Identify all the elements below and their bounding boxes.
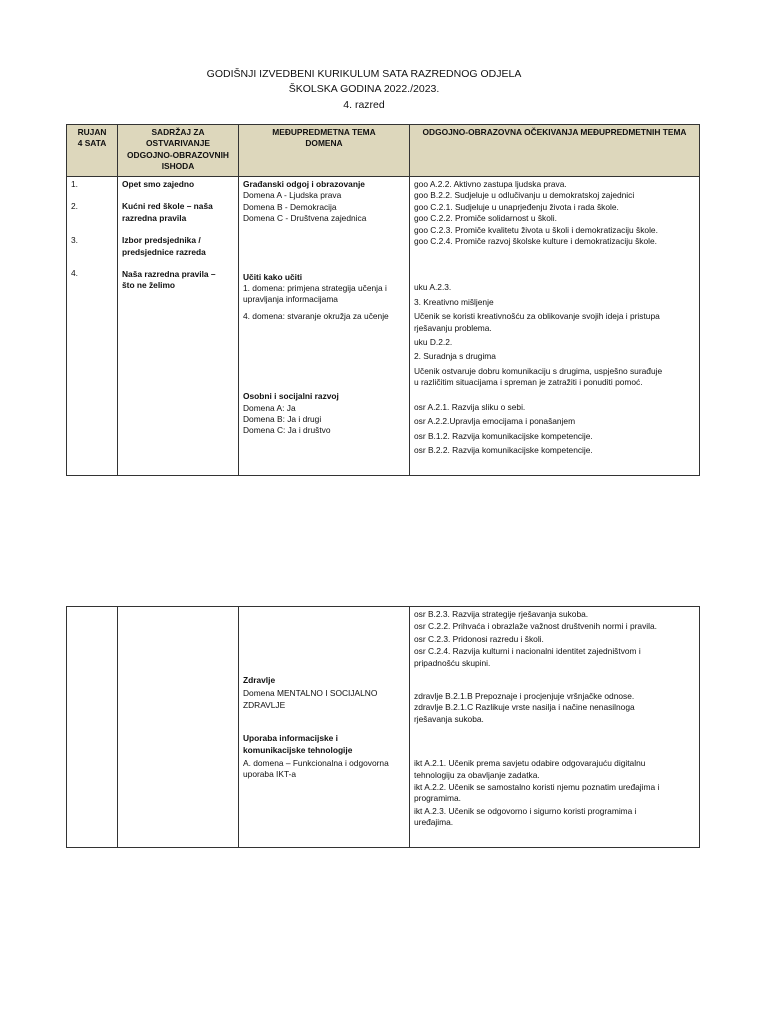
lesson-topics: Opet smo zajedno Kućni red škole – naša razredna pravila Izbor predsjednika / predsjednice razreda Naša razredna pravila – što ne želimo <box>118 177 239 476</box>
table-row <box>67 607 700 848</box>
header-content: SADRŽAJ ZA OSTVARIVANJE ODGOJNO-OBRAZOVNIH ISHODA <box>118 125 239 177</box>
expected-outcomes: goo A.2.2. Aktivno zastupa ljudska prava. goo B.2.2. Sudjeluje u odlučivanju u demokratskoj zajednici goo C.2.1. Sudjeluje u unaprjeđenju života i rada škole. goo C.2.2. Promiče solidarnost u školi. goo C.2.3. Promiče kvalitetu života u školi i demokratizaciju škole. goo C.2.4. Promiče razvoj školske kulture i demokratizaciju škole. uku A.2.3. 3. Kreativno mišljenje Učenik se koristi kreativnošću za oblikovanje svojih ideja i pristupa rješavanju problema. uku D.2.2. 2. Suradnja s drugima Učenik ostvaruje dobru komunikaciju s drugima, uspješno surađuje u različitim situacijama i spreman je zatražiti i ponuditi pomoć. osr A.2.1. Razvija sliku o sebi. osr A.2.2.Upravlja emocijama i ponašanjem osr B.1.2. Razvija komunikacijske kompetencije. osr B.2.2. Razvija komunikacijske kompetencije. <box>410 177 700 476</box>
lesson-topics-empty <box>118 607 239 848</box>
document-title-line1: GODIŠNJI IZVEDBENI KURIKULUM SATA RAZREDNOG ODJELA <box>206 68 522 80</box>
cross-curricular-themes: Građanski odgoj i obrazovanje Domena A - Ljudska prava Domena B - Demokracija Domena C - Društvena zajednica Učiti kako učiti 1. domena: primjena strategija učenja i upravljanja informacijama 4. domena: stvaranje okružja za učenje Osobni i socijalni razvoj Domena A: Ja Domena B: Ja i drugi Domena C: Ja i društvo <box>239 177 410 476</box>
curriculum-table-1 <box>66 124 700 476</box>
table-row <box>67 177 700 476</box>
expected-outcomes: osr B.2.3. Razvija strategije rješavanja sukoba. osr C.2.2. Prihvaća i obrazlaže važnost društvenih normi i pravila. osr C.2.3. Pridonosi razredu i školi. osr C.2.4. Razvija kulturni i nacionalni identitet zajedništvom i pripadnošću skupini. zdravlje B.2.1.B Prepoznaje i procjenjuje vršnjačke odnose. zdravlje B.2.1.C Razlikuje vrste nasilja i načine nenasilnoga rješavanja sukoba. ikt A.2.1. Učenik prema savjetu odabire odgovarajuću digitalnu tehnologiju za obavljanje zadatka. ikt A.2.2. Učenik se samostalno koristi njemu poznatim uređajima i programima. ikt A.2.3. Učenik se odgovorno i sigurno koristi programima i uređajima. <box>410 607 700 848</box>
document-title-line3: 4. razred <box>343 99 385 111</box>
lesson-numbers: 1. 2. 3. 4. <box>67 177 118 476</box>
cross-curricular-themes: Zdravlje Domena MENTALNO I SOCIJALNO ZDRAVLJE Uporaba informacijske i komunikacijske tehnologije A. domena – Funkcionalna i odgovorna uporaba IKT-a <box>239 607 410 848</box>
lesson-numbers-empty <box>67 607 118 848</box>
header-theme: MEĐUPREDMETNA TEMA DOMENA <box>239 125 410 177</box>
table-header-row <box>67 125 700 177</box>
header-month: RUJAN 4 SATA <box>67 125 118 177</box>
header-outcomes: ODGOJNO-OBRAZOVNA OČEKIVANJA MEĐUPREDMETNIH TEMA <box>410 125 700 177</box>
curriculum-table-2 <box>66 606 700 848</box>
document-title-line2: ŠKOLSKA GODINA 2022./2023. <box>288 83 440 95</box>
